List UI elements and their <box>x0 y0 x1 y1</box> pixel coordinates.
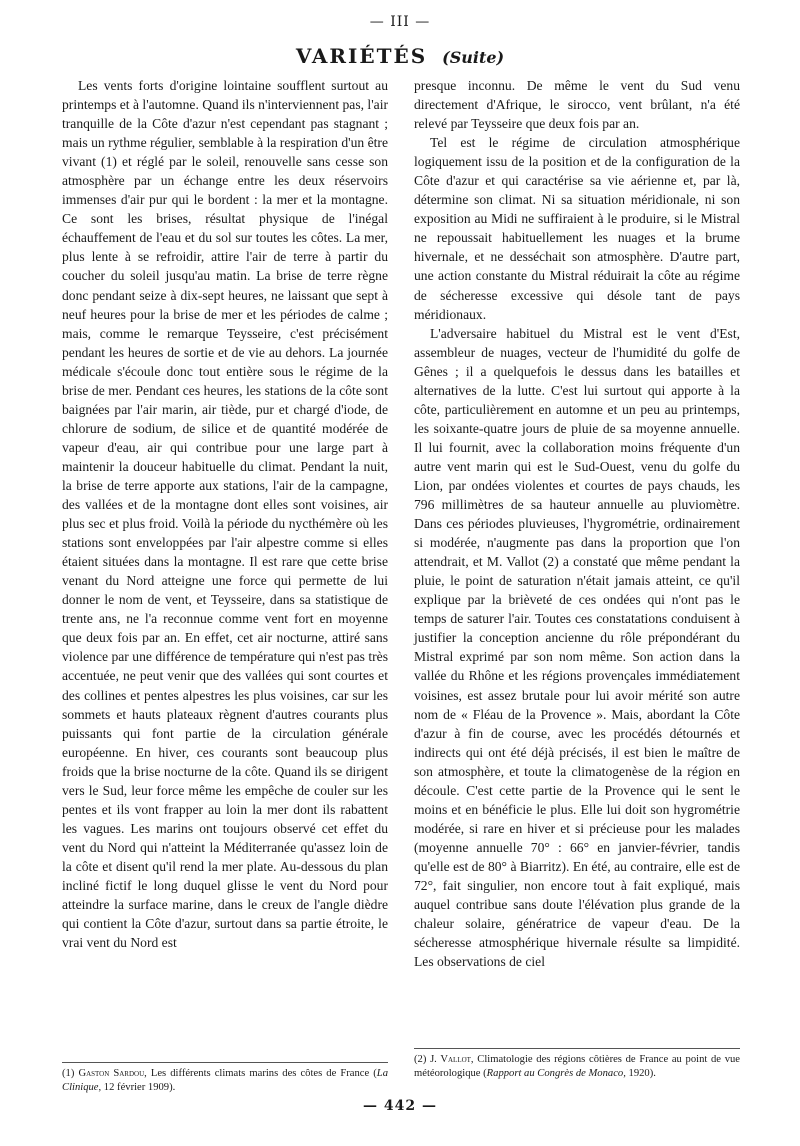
left-column <box>62 76 388 952</box>
footnote-text: Les différents climats marins des côtes de France ( <box>150 1068 377 1079</box>
paragraph: Les vents forts d'origine lointaine soufflent surtout au printemps et à l'automne. Quand ils n'interviennent pas, l'air tranquille de la Côte d'azur n'est cependant pas stagnant ; mais un rythme régulier, semblable à la respiration d'un être vivant (1) et réglé par le soleil, renouvelle sans cesse son atmosphère par un échange entre les deux réservoirs immenses d'air pur qui le bordent : la mer et la montagne. Ce sont les brises, résultat physique de l'inégal échauffement de l'eau et du sol sur toutes les côtes. La mer, plus lente à se refroidir, attire l'air de terre à partir du coucher du soleil jusqu'au matin. La brise de terre règne donc pendant seize à dix-sept heures, ne laissant que sept à neuf heures pour la brise de mer et les périodes de calme ; mais, comme le remarque Teysseire, c'est précisément pendant les heures de sortie et de vie au dehors. La journée médicale s'écoule donc tout entière sous le régime de la brise de mer. Pendant ces heures, les stations de la côte sont baignées par l'air marin, air tiède, pur et chargé d'iode, de chlorure de sodium, de silice et de quantité modérée de vapeur d'eau, air qui contribue pour une large part à maintenir la douceur habituelle du climat. Pendant la nuit, la brise de terre apporte aux stations, l'air de la campagne, des vallées et de la montagne dont elles sont voisines, air plus sec et plus froid. Voilà la période du nycthémère où les stations sont enveloppées par l'air alpestre comme si elles étaient situées dans la montagne. Il est rare que cette brise venant du Nord atteigne une force qui permette de lui donner le nom de vent, et Teysseire, dans sa statistique de trente ans, ne l'a reconnue comme vent fort en moyenne que deux fois par an. En effet, cet air nocturne, attiré sans violence par une différence de température qui n'est pas très accentuée, ne peut venir que des vallées qui sont courtes et des collines et pentes alpestres les plus voisines, car sur les sommets et hauts plateaux règnent d'autres courants plus puissants qui font partie de la circulation générale européenne. En hiver, ces courants sont beaucoup plus froids que la brise nocturne de la côte. Quand ils se dirigent vers le Sud, leur force même les empêche de couler sur les pentes et ils vont frapper au loin la mer dont ils rabattent les vagues. Les marins ont toujours observé cet effet du vent du Nord qui n'atteint la Méditerranée qu'assez loin de la côte et disent qu'il rend la mer plate. Au-dessous du plan incliné fictif le long duquel glisse le vent du Nord pour atteindre la surface marine, dans le creux de l'angle dièdre qui contient la Côte d'azur, surtout dans sa partie étroite, le vrai vent du Nord est <box>62 78 388 951</box>
footnote-text: Climatologie des régions côtières de France au point de vue météorologique ( <box>414 1054 740 1079</box>
footnote-date: 1920). <box>628 1068 656 1079</box>
footnote-left <box>62 1062 388 1095</box>
section-title <box>0 44 800 68</box>
paragraph: Tel est le régime de circulation atmosphérique logiquement issu de la position et de la configuration de la Côte d'azur et qui caractérise sa vie aérienne et, par là, détermine son climat. Ni sa situation méridionale, ni son exposition au Midi ne suffiraient à le produire, si le Mistral ne repoussait habituellement les nuages et la brume hivernale, et ne desséchait son atmosphère. D'autre part, une action constante du Mistral réduirait la côte au régime de sécheresse excessive qui désole tant de pays méridionaux. <box>414 135 740 322</box>
paragraph: L'adversaire habituel du Mistral est le vent d'Est, assembleur de nuages, vecteur de l'humidité du golfe de Gênes ; il a quelquefois le dessus dans les batailles et alternatives de la lutte. C'est lui surtout qui apporte à la côte, particulièrement en automne et un peu au printemps, les soixante-quatre jours de pluie de sa moyenne annuelle. Il lui fournit, avec la collaboration moins fréquente d'un autre vent marin qui est le Sud-Ouest, venu du golfe du Lion, par ondées violentes et courtes de pays chauds, les 796 millimètres de sa hauteur annuelle au pluviomètre. Dans ces périodes pluvieuses, l'hygrométrie, ordinairement si modérée, n'augmente pas dans la proportion que l'on attendrait, et M. Vallot (2) a constaté que même pendant la pluie, le point de saturation n'était jamais atteint, ce qu'il explique par la brièveté de ces ondées qui n'ont pas le temps de saturer l'air. Toutes ces constatations conduisent à justifier la conception ancienne du rôle prépondérant du Mistral exprimé par son nom même. Son action dans la vallée du Rhône et les régions provençales immédiatement voisines, est assez brutale pour lui avoir mérité son autre nom de « Fléau de la Provence ». Mais, abordant la Côte d'azur à fin de course, avec les procédés détournés et indirects qui ont été déjà précisés, il est bien le maître de son atmosphère, et toute la climatogenèse de la région en découle. C'est cette partie de la Provence qui le sent le moins et en bénéficie le plus. Elle lui doit son hygrométrie modérée, si rare en hiver et si précieuse pour les malades (moyenne annuelle 70° : 66° en janvier-février, tandis qu'elle est de 80° à Biarritz). En été, au contraire, elle est de 72°, fait singulier, non encore tout à fait expliqué, mais auquel contribue sans doute l'élévation plus grande de la chaleur solaire, génératrice de vapeur d'eau. De la sécheresse atmosphérique hivernale résulte sa limpidité. Les observations de ciel <box>414 325 740 970</box>
footnote-divider <box>414 1048 740 1049</box>
page-number: — 442 — <box>363 1098 437 1114</box>
title-suffix: (Suite) <box>442 48 505 67</box>
footnote-source: La Clinique, <box>62 1068 388 1093</box>
right-column <box>414 76 740 971</box>
footnote-date: 12 février 1909). <box>103 1082 176 1093</box>
footnote-author: J. Vallot, <box>430 1054 474 1065</box>
footnote-right <box>414 1048 740 1081</box>
footnote-source: Rapport au Congrès de Monaco, <box>486 1068 626 1079</box>
footnote-mark: (2) <box>414 1054 427 1065</box>
section-folio: — III — <box>369 14 431 30</box>
footnote-mark: (1) <box>62 1068 75 1079</box>
footnote-divider <box>62 1062 388 1063</box>
paragraph: presque inconnu. De même le vent du Sud venu directement d'Afrique, le sirocco, vent brûlant, n'a été relevé par Teysseire que deux fois par an. <box>414 78 740 132</box>
title-text: VARIÉTÉS <box>295 44 428 68</box>
footnote-author: Gaston Sardou, <box>78 1068 147 1079</box>
